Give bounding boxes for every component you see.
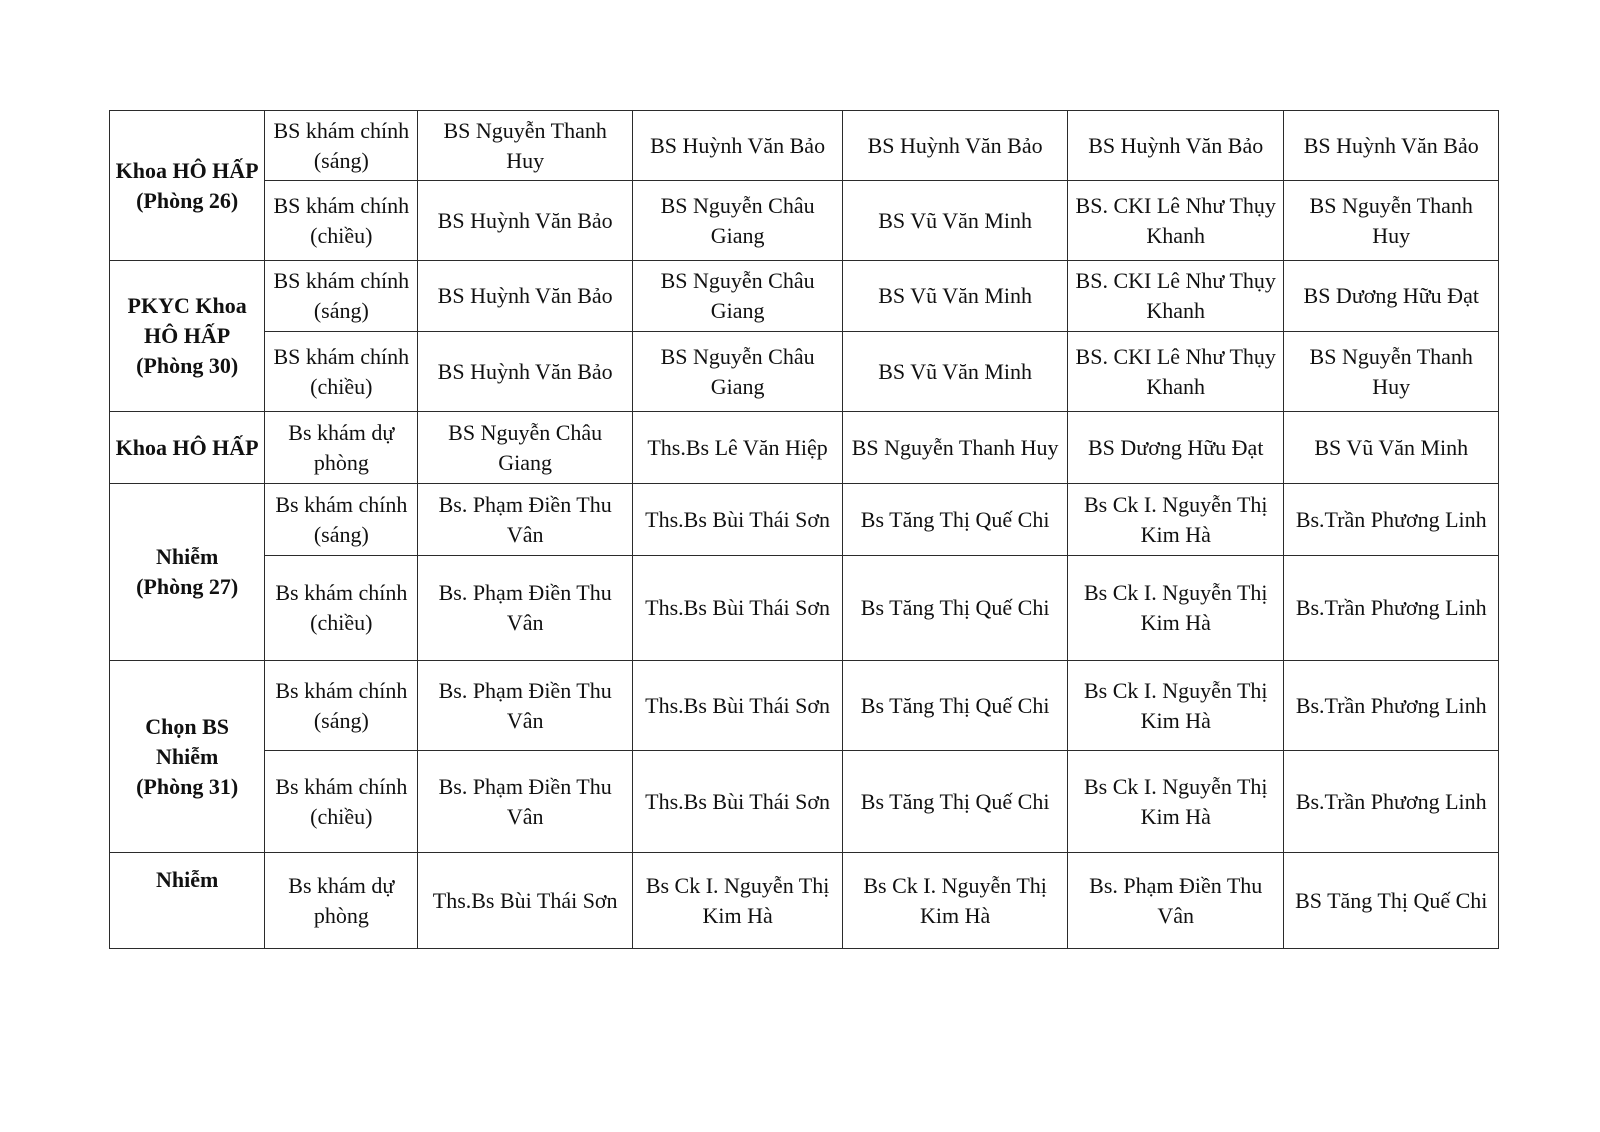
doctor-cell: Bs. Phạm Điền Thu Vân <box>418 751 632 853</box>
doctor-cell: Bs. Phạm Điền Thu Vân <box>418 484 632 556</box>
shift-cell: BS khám chính (chiều) <box>265 332 418 412</box>
shift-cell: BS khám chính (sáng) <box>265 261 418 332</box>
shift-cell: Bs khám chính (chiều) <box>265 751 418 853</box>
doctor-cell: Bs.Trần Phương Linh <box>1284 661 1499 751</box>
doctor-cell: Bs Ck I. Nguyễn Thị Kim Hà <box>1067 484 1284 556</box>
doctor-cell: Bs Tăng Thị Quế Chi <box>843 484 1068 556</box>
department-cell: PKYC Khoa HÔ HẤP (Phòng 30) <box>110 261 265 412</box>
doctor-cell: Bs Tăng Thị Quế Chi <box>843 661 1068 751</box>
doctor-cell: Bs Ck I. Nguyễn Thị Kim Hà <box>1067 751 1284 853</box>
doctor-cell: BS Nguyễn Châu Giang <box>418 412 632 484</box>
department-cell: Nhiễm (Phòng 27) <box>110 484 265 661</box>
doctor-cell: Ths.Bs Bùi Thái Sơn <box>418 853 632 949</box>
doctor-cell: BS Vũ Văn Minh <box>843 332 1068 412</box>
table-row <box>110 853 1499 949</box>
table-row <box>110 181 1499 261</box>
doctor-cell: BS Huỳnh Văn Bảo <box>418 181 632 261</box>
doctor-cell: BS Huỳnh Văn Bảo <box>418 261 632 332</box>
doctor-cell: BS Nguyễn Thanh Huy <box>1284 332 1499 412</box>
shift-cell: BS khám chính (chiều) <box>265 181 418 261</box>
table-row <box>110 111 1499 181</box>
table-row <box>110 484 1499 556</box>
department-cell: Chọn BS Nhiễm (Phòng 31) <box>110 661 265 853</box>
doctor-cell: BS Huỳnh Văn Bảo <box>843 111 1068 181</box>
doctor-cell: Bs Tăng Thị Quế Chi <box>843 751 1068 853</box>
doctor-cell: Ths.Bs Bùi Thái Sơn <box>632 484 842 556</box>
doctor-cell: BS Nguyễn Châu Giang <box>632 181 842 261</box>
doctor-cell: BS Huỳnh Văn Bảo <box>1067 111 1284 181</box>
doctor-cell: Bs.Trần Phương Linh <box>1284 484 1499 556</box>
doctor-cell: BS Dương Hữu Đạt <box>1067 412 1284 484</box>
doctor-cell: Bs Ck I. Nguyễn Thị Kim Hà <box>632 853 842 949</box>
doctor-cell: BS Nguyễn Châu Giang <box>632 332 842 412</box>
shift-cell: Bs khám chính (sáng) <box>265 484 418 556</box>
doctor-cell: Bs Ck I. Nguyễn Thị Kim Hà <box>843 853 1068 949</box>
table-row <box>110 661 1499 751</box>
table-row <box>110 332 1499 412</box>
shift-cell: Bs khám dự phòng <box>265 853 418 949</box>
shift-cell: Bs khám chính (sáng) <box>265 661 418 751</box>
doctor-cell: Bs. Phạm Điền Thu Vân <box>418 661 632 751</box>
doctor-cell: Ths.Bs Bùi Thái Sơn <box>632 661 842 751</box>
doctor-cell: Ths.Bs Lê Văn Hiệp <box>632 412 842 484</box>
doctor-cell: BS Vũ Văn Minh <box>843 261 1068 332</box>
doctor-cell: Ths.Bs Bùi Thái Sơn <box>632 751 842 853</box>
doctor-cell: Bs.Trần Phương Linh <box>1284 556 1499 661</box>
doctor-cell: BS Vũ Văn Minh <box>1284 412 1499 484</box>
doctor-cell: Bs Ck I. Nguyễn Thị Kim Hà <box>1067 661 1284 751</box>
department-cell: Nhiễm <box>110 853 265 949</box>
doctor-cell: Ths.Bs Bùi Thái Sơn <box>632 556 842 661</box>
doctor-cell: BS Tăng Thị Quế Chi <box>1284 853 1499 949</box>
doctor-cell: BS Huỳnh Văn Bảo <box>1284 111 1499 181</box>
doctor-cell: Bs. Phạm Điền Thu Vân <box>1067 853 1284 949</box>
doctor-cell: Bs Ck I. Nguyễn Thị Kim Hà <box>1067 556 1284 661</box>
doctor-cell: BS. CKI Lê Như Thụy Khanh <box>1067 261 1284 332</box>
doctor-cell: BS Huỳnh Văn Bảo <box>418 332 632 412</box>
doctor-cell: BS Nguyễn Châu Giang <box>632 261 842 332</box>
doctor-cell: BS Nguyễn Thanh Huy <box>843 412 1068 484</box>
department-cell: Khoa HÔ HẤP <box>110 412 265 484</box>
table-row <box>110 751 1499 853</box>
doctor-cell: BS Dương Hữu Đạt <box>1284 261 1499 332</box>
schedule-table <box>109 110 1499 949</box>
table-row <box>110 412 1499 484</box>
doctor-cell: Bs. Phạm Điền Thu Vân <box>418 556 632 661</box>
doctor-cell: Bs Tăng Thị Quế Chi <box>843 556 1068 661</box>
doctor-cell: BS. CKI Lê Như Thụy Khanh <box>1067 181 1284 261</box>
table-row <box>110 556 1499 661</box>
shift-cell: Bs khám dự phòng <box>265 412 418 484</box>
shift-cell: BS khám chính (sáng) <box>265 111 418 181</box>
doctor-cell: BS Vũ Văn Minh <box>843 181 1068 261</box>
doctor-cell: BS. CKI Lê Như Thụy Khanh <box>1067 332 1284 412</box>
doctor-cell: BS Nguyễn Thanh Huy <box>1284 181 1499 261</box>
shift-cell: Bs khám chính (chiều) <box>265 556 418 661</box>
doctor-cell: Bs.Trần Phương Linh <box>1284 751 1499 853</box>
doctor-cell: BS Huỳnh Văn Bảo <box>632 111 842 181</box>
table-row <box>110 261 1499 332</box>
department-cell: Khoa HÔ HẤP (Phòng 26) <box>110 111 265 261</box>
doctor-cell: BS Nguyễn Thanh Huy <box>418 111 632 181</box>
